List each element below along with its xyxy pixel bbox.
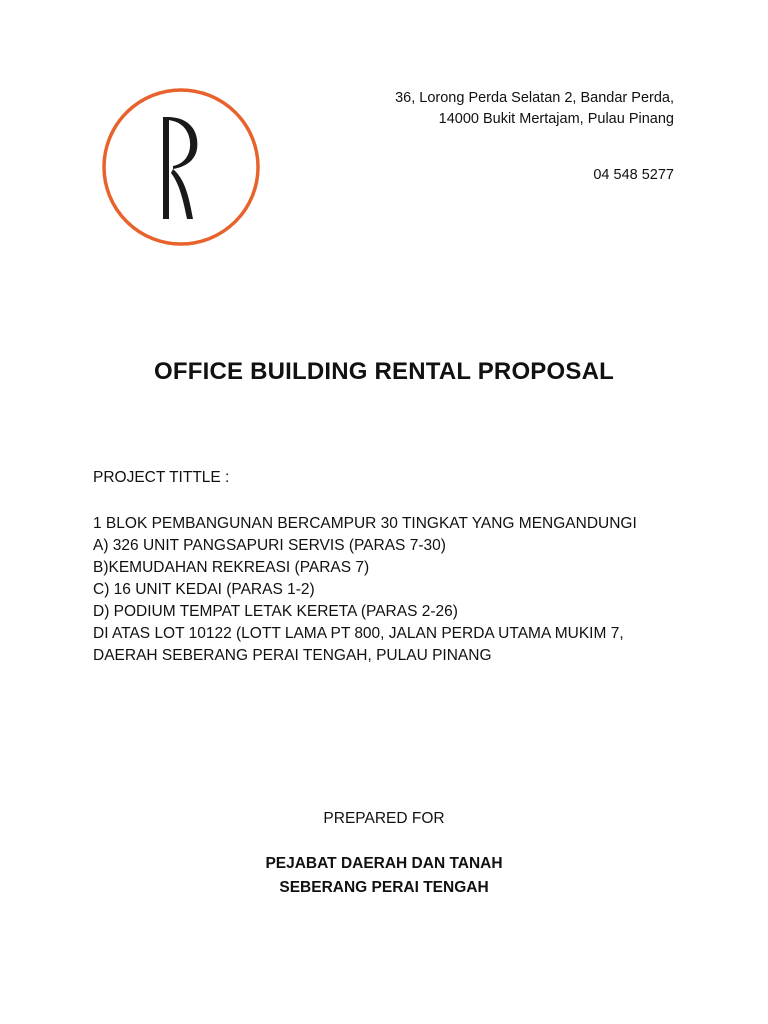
address-line-2: 14000 Bukit Mertajam, Pulau Pinang xyxy=(438,111,674,127)
prepared-for-label: PREPARED FOR xyxy=(323,810,445,827)
project-line: A) 326 UNIT PANGSAPURI SERVIS (PARAS 7-30) xyxy=(93,537,446,554)
company-logo xyxy=(101,87,261,247)
letter-r-circle-logo-icon xyxy=(101,87,261,247)
project-line: C) 16 UNIT KEDAI (PARAS 1-2) xyxy=(93,581,315,598)
document-title: OFFICE BUILDING RENTAL PROPOSAL xyxy=(154,358,614,385)
project-title-label: PROJECT TITTLE : xyxy=(93,469,230,486)
company-address xyxy=(395,88,674,130)
project-line: DI ATAS LOT 10122 (LOTT LAMA PT 800, JALAN PERDA UTAMA MUKIM 7, xyxy=(93,625,624,642)
recipient-block xyxy=(0,852,768,900)
project-line: 1 BLOK PEMBANGUNAN BERCAMPUR 30 TINGKAT YANG MENGANDUNGI xyxy=(93,515,637,532)
company-phone: 04 548 5277 xyxy=(593,167,674,183)
project-line: B)KEMUDAHAN REKREASI (PARAS 7) xyxy=(93,559,370,576)
project-line: DAERAH SEBERANG PERAI TENGAH, PULAU PINANG xyxy=(93,647,492,664)
project-line: D) PODIUM TEMPAT LETAK KERETA (PARAS 2-26) xyxy=(93,603,458,620)
address-line-1: 36, Lorong Perda Selatan 2, Bandar Perda, xyxy=(395,90,674,106)
project-description xyxy=(93,513,693,667)
recipient-line-1: PEJABAT DAERAH DAN TANAH xyxy=(265,855,503,872)
recipient-line-2: SEBERANG PERAI TENGAH xyxy=(279,879,489,896)
